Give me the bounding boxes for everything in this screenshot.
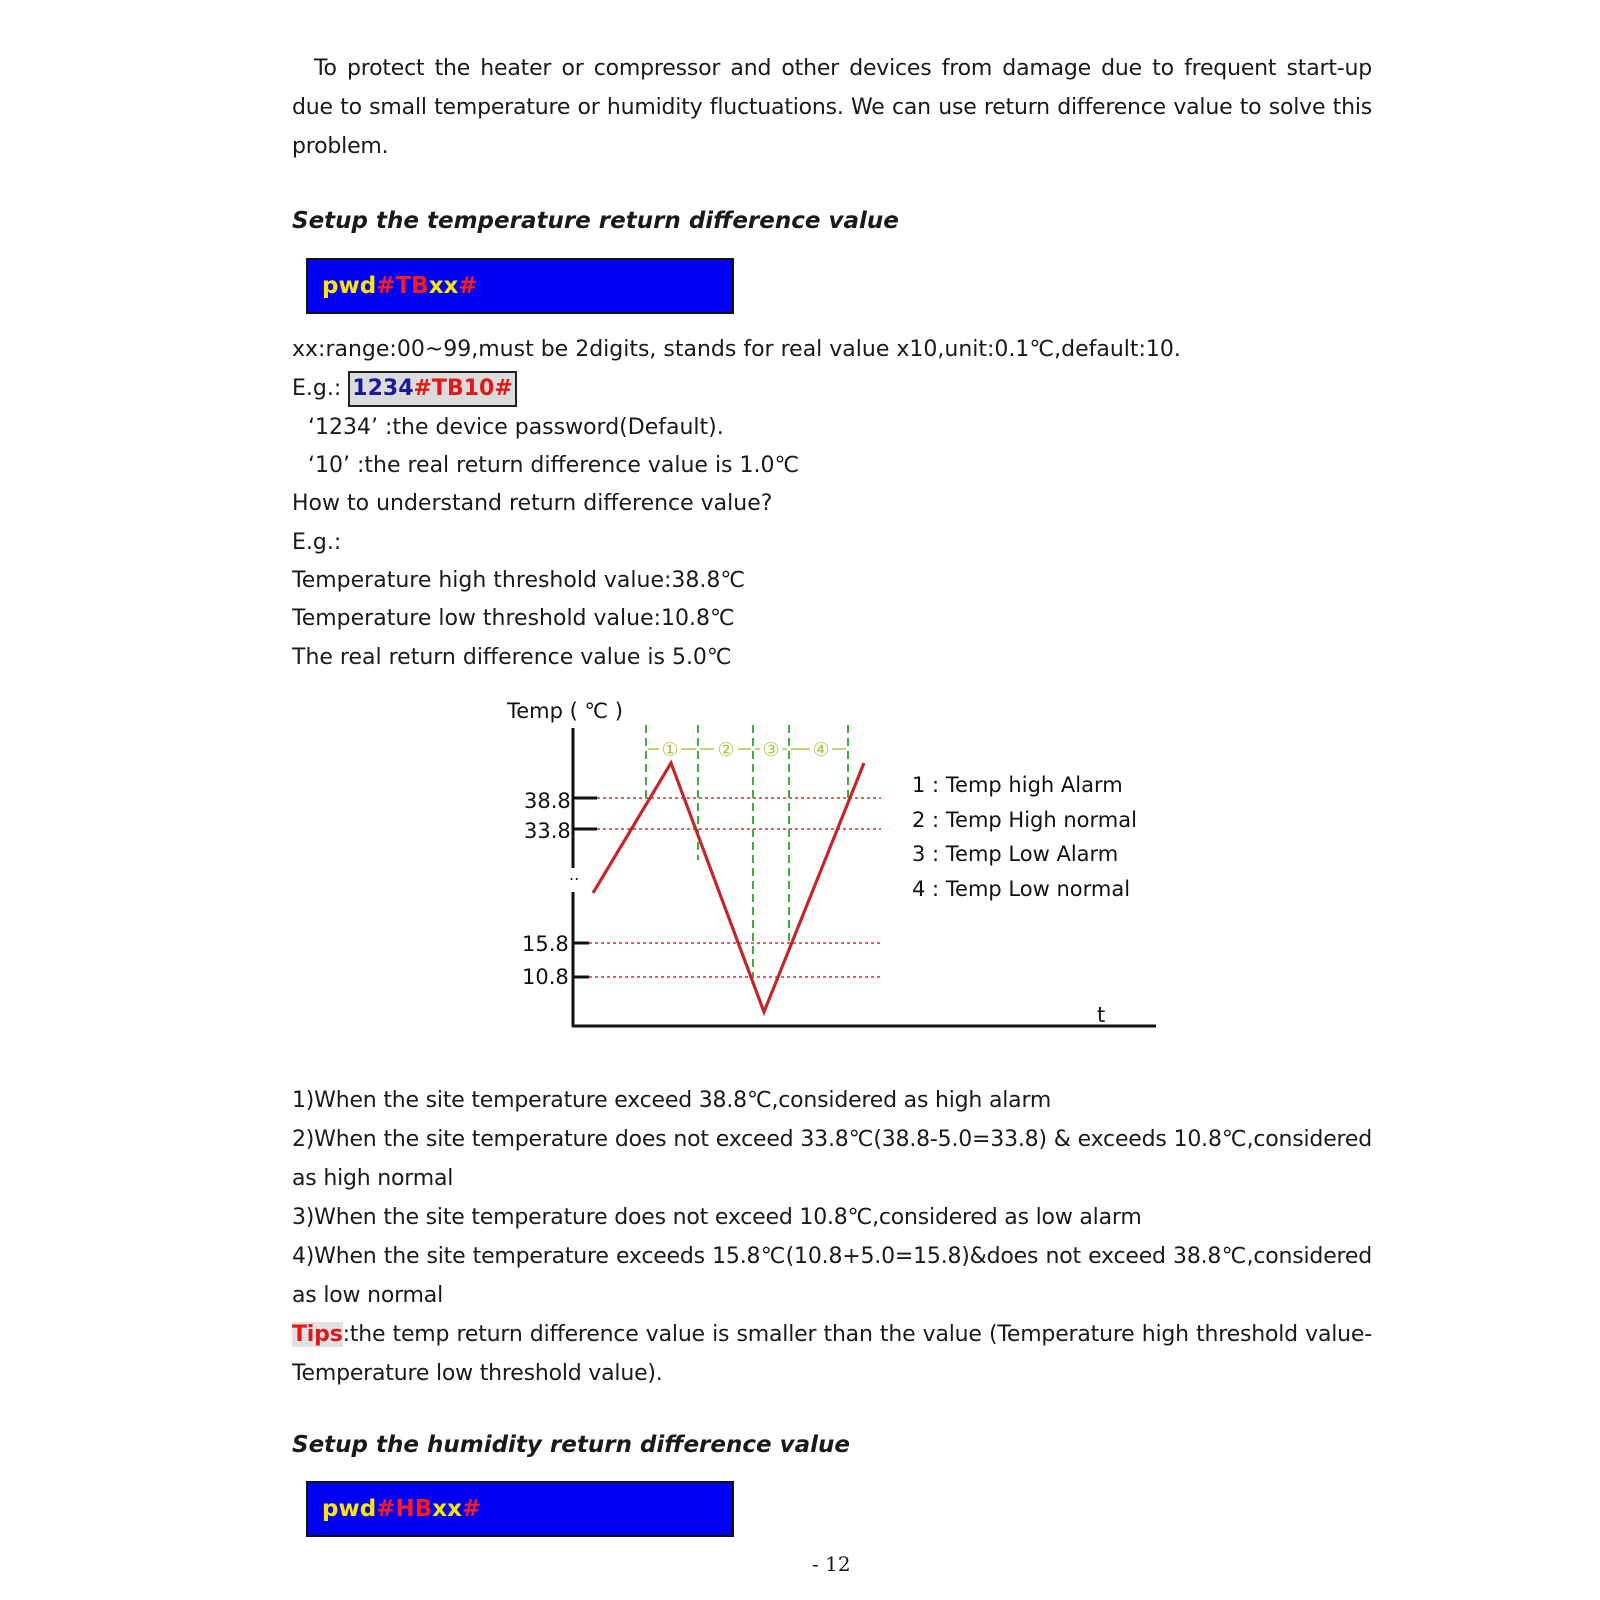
command-xx: xx (428, 273, 459, 299)
rules-block (292, 1081, 1372, 1393)
real-return-line: The real return difference value is 5.0℃ (292, 645, 732, 670)
example-label-2: E.g.: (292, 530, 342, 555)
example-label: E.g.: (292, 376, 349, 401)
example-command: #TB10# (413, 376, 513, 401)
tick-label-10.8: 10.8 (522, 965, 569, 989)
command-code: #TB (376, 273, 429, 299)
zone-label-3: ③ (762, 739, 780, 761)
password-note: ‘1234’ :the device password(Default). (308, 415, 724, 440)
rule-1: 1)When the site temperature exceed 38.8℃,considered as high alarm (292, 1088, 1052, 1113)
zone-label-4: ④ (812, 739, 830, 761)
rule-3: 3)When the site temperature does not exceed 10.8℃,considered as low alarm (292, 1205, 1142, 1230)
example-password: 1234 (352, 376, 414, 401)
rule-2: 2)When the site temperature does not exceed 33.8℃(38.8-5.0=33.8) & exceeds 10.8℃,considered as high normal (292, 1127, 1372, 1191)
legend-item-2: 2 : Temp High normal (912, 808, 1137, 832)
tips-paragraph (292, 1315, 1372, 1393)
zone-label-1: ① (661, 739, 679, 761)
humidity-command-code: #HB (376, 1496, 433, 1522)
tick-label-38.8: 38.8 (524, 789, 571, 813)
legend-item-4: 4 : Temp Low normal (912, 877, 1131, 901)
x-axis-label: t (1097, 1003, 1106, 1027)
humidity-command-box (306, 1481, 734, 1537)
page-number: - 12 (812, 1552, 851, 1576)
y-axis-label: Temp ( ℃ ) (507, 699, 623, 723)
tips-text: :the temp return difference value is smaller than the value (Temperature high threshold value-Temperature low threshold value). (292, 1322, 1372, 1386)
legend-item-3: 3 : Temp Low Alarm (912, 842, 1119, 866)
legend-item-1: 1 : Temp high Alarm (912, 773, 1123, 797)
command-pwd: pwd (322, 273, 377, 299)
temp-section-heading: Setup the temperature return difference value (292, 208, 899, 234)
tick-label-33.8: 33.8 (524, 819, 571, 843)
range-line: xx:range:00~99,must be 2digits, stands for real value x10,unit:0.1℃,default:10. (292, 337, 1181, 362)
high-threshold-line: Temperature high threshold value:38.8℃ (292, 568, 746, 593)
low-threshold-line: Temperature low threshold value:10.8℃ (292, 606, 735, 631)
y-axis-break: .. (569, 865, 580, 884)
question-line: How to understand return difference value? (292, 491, 773, 516)
tick-label-15.8: 15.8 (522, 932, 569, 956)
command-end: # (458, 273, 478, 299)
zone-label-2: ② (717, 739, 735, 761)
humidity-command-end: # (461, 1496, 482, 1522)
temperature-series-line (593, 763, 864, 1012)
rule-4: 4)When the site temperature exceeds 15.8℃(10.8+5.0=15.8)&does not exceed 38.8℃,considered as low normal (292, 1244, 1372, 1308)
humidity-command-pwd: pwd (322, 1496, 377, 1522)
humidity-section-heading: Setup the humidity return difference value (292, 1432, 850, 1458)
value-note: ‘10’ :the real return difference value is 1.0℃ (308, 453, 800, 478)
intro-paragraph: To protect the heater or compressor and other devices from damage due to frequent start-up due to small temperature or humidity fluctuations. We can use return difference value to solve this problem. (292, 56, 1372, 159)
tips-label: Tips (292, 1322, 343, 1347)
humidity-command-xx: xx (432, 1496, 462, 1522)
